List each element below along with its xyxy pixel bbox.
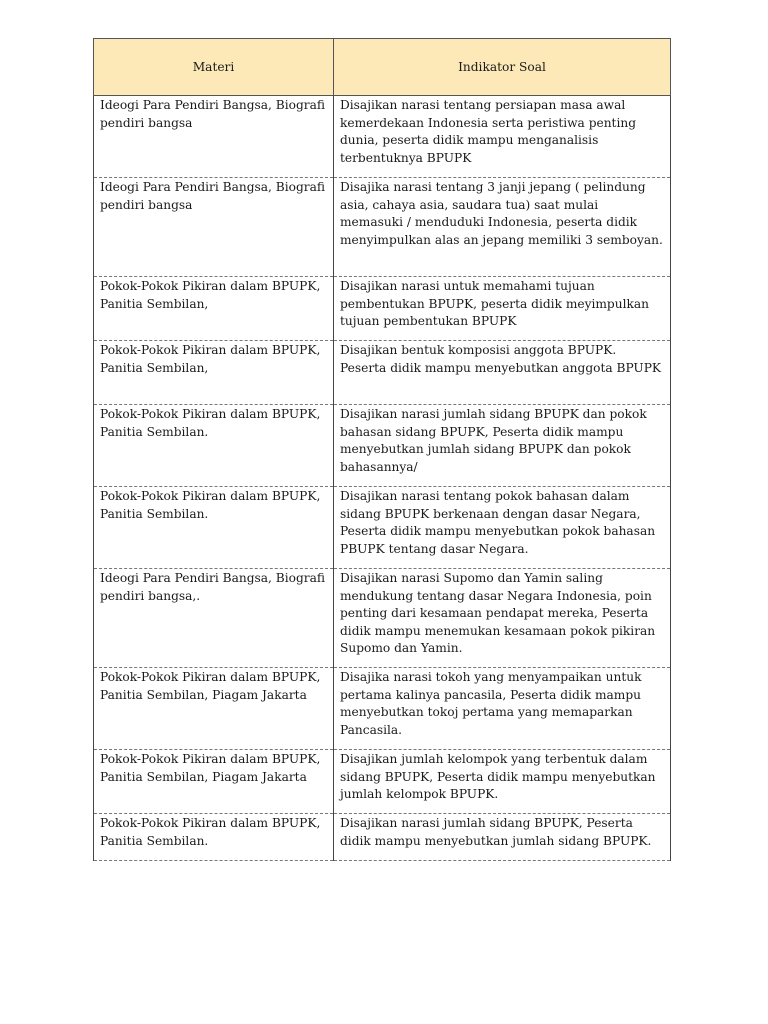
- table-row: [94, 277, 671, 341]
- table-row: [94, 668, 671, 750]
- materi-cell: Pokok-Pokok Pikiran dalam BPUPK, Panitia Sembilan.: [94, 405, 334, 487]
- table-row: [94, 569, 671, 668]
- materi-cell: Pokok-Pokok Pikiran dalam BPUPK, Panitia Sembilan.: [94, 814, 334, 861]
- materi-cell: Pokok-Pokok Pikiran dalam BPUPK, Panitia Sembilan,: [94, 341, 334, 405]
- materi-cell: Ideogi Para Pendiri Bangsa, Biografi pendiri bangsa,.: [94, 569, 334, 668]
- materi-indikator-table: [93, 38, 671, 861]
- indikator-cell: Disajikan narasi jumlah sidang BPUPK, Peserta didik mampu menyebutkan jumlah sidang BPUPK.: [334, 814, 671, 861]
- materi-cell: Pokok-Pokok Pikiran dalam BPUPK, Panitia Sembilan, Piagam Jakarta: [94, 750, 334, 814]
- table-row: [94, 487, 671, 569]
- indikator-cell: Disajikan narasi Supomo dan Yamin saling mendukung tentang dasar Negara Indonesia, poin penting dari kesamaan pendapat mereka, Peserta didik mampu menemukan kesamaan pokok pikiran Supomo dan Yamin.: [334, 569, 671, 668]
- indikator-cell: Disajikan narasi untuk memahami tujuan pembentukan BPUPK, peserta didik meyimpulkan tujuan pembentukan BPUPK: [334, 277, 671, 341]
- materi-cell: Pokok-Pokok Pikiran dalam BPUPK, Panitia Sembilan.: [94, 487, 334, 569]
- table-row: [94, 405, 671, 487]
- indikator-cell: Disajika narasi tentang 3 janji jepang ( pelindung asia, cahaya asia, saudara tua) saat mulai memasuki / menduduki Indonesia, peserta didik menyimpulkan alas an jepang memiliki 3 semboyan.: [334, 178, 671, 277]
- header-materi: Materi: [94, 39, 334, 96]
- indikator-cell: Disajikan narasi tentang persiapan masa awal kemerdekaan Indonesia serta peristiwa penting dunia, peserta didik mampu menganalisis terbentuknya BPUPK: [334, 96, 671, 178]
- table-row: [94, 750, 671, 814]
- indikator-cell: Disajikan narasi tentang pokok bahasan dalam sidang BPUPK berkenaan dengan dasar Negara, Peserta didik mampu menyebutkan pokok bahasan PBUPK tentang dasar Negara.: [334, 487, 671, 569]
- materi-cell: Pokok-Pokok Pikiran dalam BPUPK, Panitia Sembilan, Piagam Jakarta: [94, 668, 334, 750]
- indikator-cell: Disajikan narasi jumlah sidang BPUPK dan pokok bahasan sidang BPUPK, Peserta didik mampu menyebutkan jumlah sidang BPUPK dan pokok bahasannya/: [334, 405, 671, 487]
- materi-cell: Ideogi Para Pendiri Bangsa, Biografi pendiri bangsa: [94, 96, 334, 178]
- indikator-cell: Disajika narasi tokoh yang menyampaikan untuk pertama kalinya pancasila, Peserta didik mampu menyebutkan tokoj pertama yang memaparkan Pancasila.: [334, 668, 671, 750]
- header-indikator-soal: Indikator Soal: [334, 39, 671, 96]
- materi-cell: Pokok-Pokok Pikiran dalam BPUPK, Panitia Sembilan,: [94, 277, 334, 341]
- materi-cell: Ideogi Para Pendiri Bangsa, Biografi pendiri bangsa: [94, 178, 334, 277]
- indikator-cell: Disajikan bentuk komposisi anggota BPUPK. Peserta didik mampu menyebutkan anggota BPUPK: [334, 341, 671, 405]
- table-row: [94, 814, 671, 861]
- table-row: [94, 96, 671, 178]
- indikator-cell: Disajikan jumlah kelompok yang terbentuk dalam sidang BPUPK, Peserta didik mampu menyebutkan jumlah kelompok BPUPK.: [334, 750, 671, 814]
- table-row: [94, 178, 671, 277]
- table-row: [94, 341, 671, 405]
- table-header-row: [94, 39, 671, 96]
